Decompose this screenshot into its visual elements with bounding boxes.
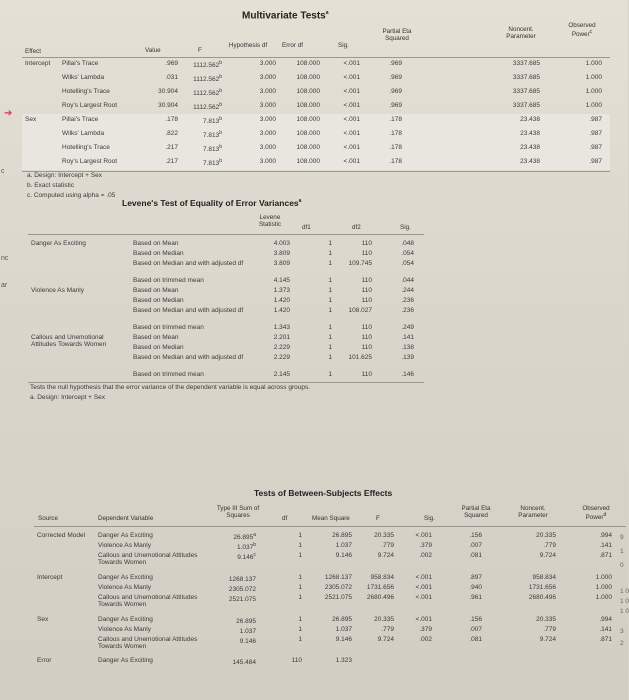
sig-cell: <.001 xyxy=(343,102,360,109)
bs-eta-cell: .156 xyxy=(469,532,482,539)
basis-label: Based on Mean xyxy=(133,334,179,341)
ss-cell: 9.146 xyxy=(239,638,256,646)
hypothesis-df-cell: 3.000 xyxy=(259,144,276,151)
bs-dv-label: Danger As Exciting xyxy=(98,532,153,539)
error-df-cell: 108.000 xyxy=(296,102,320,109)
hypothesis-df-cell: 3.000 xyxy=(259,60,276,67)
df2-cell: 101.625 xyxy=(348,354,372,361)
levene-stat-cell: 3.809 xyxy=(273,260,290,267)
levene-sig-cell: .236 xyxy=(401,297,414,304)
bs-dv-label: Violence As Manly xyxy=(98,584,151,591)
ss-cell: 145.484 xyxy=(232,659,256,667)
bs-power-cell: .871 xyxy=(599,636,612,643)
bs-sig-cell: .002 xyxy=(419,636,432,643)
eta-cell: .969 xyxy=(389,60,402,67)
value-header: Value xyxy=(145,47,161,54)
levene-sig-cell: .048 xyxy=(401,240,414,247)
bs-eta-cell: .007 xyxy=(469,542,482,549)
levene-stat-cell: 1.420 xyxy=(273,297,290,304)
basis-label: Based on trimmed mean xyxy=(133,371,204,378)
bs-df-cell: 1 xyxy=(298,532,302,539)
bs-sig-cell: <.001 xyxy=(415,594,432,601)
basis-label: Based on Median xyxy=(133,344,184,351)
df2-cell: 110 xyxy=(361,334,372,341)
bs-sig-header: Sig. xyxy=(424,515,435,522)
bs-power-cell: .141 xyxy=(599,542,612,549)
bs-f-cell: .779 xyxy=(381,626,394,633)
arrow-icon: ➔ xyxy=(4,108,13,119)
sig-cell: <.001 xyxy=(343,60,360,67)
noncent-cell: 3337.685 xyxy=(512,74,540,81)
eta-cell: .178 xyxy=(389,116,402,123)
ms-header: Mean Square xyxy=(312,515,350,522)
bs-dv-label: Danger As Exciting xyxy=(98,657,153,664)
error-df-cell: 108.000 xyxy=(296,74,320,81)
ms-cell: 9.146 xyxy=(335,636,352,643)
df2-cell: 110 xyxy=(361,297,372,304)
levene-sig-cell: .054 xyxy=(401,250,414,257)
noncent-cell: 23.438 xyxy=(520,158,540,165)
bs-noncent-cell: 2680.496 xyxy=(528,594,556,601)
noncent-cell: 23.438 xyxy=(520,130,540,137)
bs-power-cell: .994 xyxy=(599,532,612,539)
error-df-cell: 108.000 xyxy=(296,130,320,137)
levene-footnote: Tests the null hypothesis that the error variance of the dependent variable is equal across groups. xyxy=(30,384,311,391)
effect-label: Sex xyxy=(25,116,37,123)
df2-cell: 109.745 xyxy=(348,260,372,267)
basis-label: Based on Median and with adjusted df xyxy=(133,354,244,361)
between-title: Tests of Between-Subjects Effects xyxy=(254,488,393,498)
levene-footnote: a. Design: Intercept + Sex xyxy=(30,394,105,401)
bs-df-cell: 1 xyxy=(298,594,302,601)
bs-eta-cell: .961 xyxy=(469,594,482,601)
df2-cell: 110 xyxy=(361,277,372,284)
power-cell: .987 xyxy=(589,130,602,137)
ss-cell: 1.037 xyxy=(239,628,256,636)
power-cell: 1.000 xyxy=(585,88,602,95)
value-cell: 30.904 xyxy=(158,102,178,109)
levene-sig-cell: .139 xyxy=(401,354,414,361)
source-label: Sex xyxy=(37,616,49,623)
ms-cell: 2305.072 xyxy=(324,584,352,591)
df1-cell: 1 xyxy=(328,277,332,284)
bs-dv-label: Danger As Exciting xyxy=(98,616,153,623)
source-label: Intercept xyxy=(37,574,63,581)
source-label: Error xyxy=(37,657,52,664)
hypothesis-df-cell: 3.000 xyxy=(259,102,276,109)
f-cell: 1112.562$^b$ xyxy=(193,102,222,112)
bs-f-cell: 1731.656 xyxy=(366,584,394,591)
ms-cell: 1.037 xyxy=(335,542,352,549)
df2-header: df2 xyxy=(352,224,361,231)
bs-power-header: Observed Power$^d$ xyxy=(582,505,610,522)
bs-sig-cell: <.001 xyxy=(415,616,432,623)
rule-line xyxy=(28,234,424,235)
bs-f-header: F xyxy=(376,515,380,522)
bs-df-cell: 110 xyxy=(291,657,302,664)
df1-cell: 1 xyxy=(328,287,332,294)
ms-cell: 1.037 xyxy=(335,626,352,633)
basis-label: Based on Median and with adjusted df xyxy=(133,260,244,267)
edge-mark: 1 0 xyxy=(620,598,629,605)
bs-noncent-cell: 20.335 xyxy=(536,532,556,539)
edge-label: c xyxy=(1,168,5,175)
df1-cell: 1 xyxy=(328,354,332,361)
edge-mark: 9 xyxy=(620,534,624,541)
df1-cell: 1 xyxy=(328,307,332,314)
bs-f-cell: 9.724 xyxy=(377,552,394,559)
levene-stat-cell: 2.229 xyxy=(273,344,290,351)
bs-noncent-cell: .779 xyxy=(543,626,556,633)
f-cell: 1112.562$^b$ xyxy=(193,60,222,70)
test-label: Roy's Largest Root xyxy=(62,102,118,109)
sig-cell: <.001 xyxy=(343,116,360,123)
levene-stat-cell: 2.229 xyxy=(273,354,290,361)
f-cell: 1112.562$^b$ xyxy=(193,88,222,98)
bs-dv-label: Violence As Manly xyxy=(98,626,151,633)
noncent-cell: 3337.685 xyxy=(512,60,540,67)
bs-df-cell: 1 xyxy=(298,626,302,633)
bs-df-cell: 1 xyxy=(298,616,302,623)
bs-f-cell: 9.724 xyxy=(377,636,394,643)
df1-cell: 1 xyxy=(328,334,332,341)
error-df-cell: 108.000 xyxy=(296,116,320,123)
bs-noncent-cell: 1731.656 xyxy=(528,584,556,591)
rule-line xyxy=(22,57,610,58)
bs-df-cell: 1 xyxy=(298,542,302,549)
levene-sig-cell: .138 xyxy=(401,344,414,351)
noncent-cell: 3337.685 xyxy=(512,102,540,109)
bs-eta-cell: .081 xyxy=(469,636,482,643)
value-cell: .822 xyxy=(165,130,178,137)
ms-cell: 1268.137 xyxy=(324,574,352,581)
edge-mark: 1 0 xyxy=(620,608,629,615)
dependent-variable-label: Violence As Manly xyxy=(31,287,84,294)
df2-cell: 110 xyxy=(361,344,372,351)
rule-line xyxy=(22,171,610,172)
bs-power-cell: 1.000 xyxy=(595,594,612,601)
noncent-header: Noncent. Parameter xyxy=(506,26,536,40)
source-header: Source xyxy=(38,515,58,522)
edge-mark: 3 xyxy=(620,628,624,635)
basis-label: Based on Mean xyxy=(133,240,179,247)
bs-power-cell: 1.000 xyxy=(595,574,612,581)
dv-header: Dependent Variable xyxy=(98,515,154,522)
basis-label: Based on trimmed mean xyxy=(133,277,204,284)
bs-df-cell: 1 xyxy=(298,636,302,643)
bs-f-cell: 2680.496 xyxy=(366,594,394,601)
df2-cell: 110 xyxy=(361,287,372,294)
test-label: Hotelling's Trace xyxy=(62,144,110,151)
bs-dv-label: Callous and Unemotional Attitudes Towards Women xyxy=(98,594,198,608)
test-label: Roy's Largest Root xyxy=(62,158,118,165)
hypothesis-df-cell: 3.000 xyxy=(259,130,276,137)
df2-cell: 110 xyxy=(361,240,372,247)
hypothesis-df-cell: 3.000 xyxy=(259,116,276,123)
df1-cell: 1 xyxy=(328,260,332,267)
sig-cell: <.001 xyxy=(343,130,360,137)
bs-f-cell: 958.834 xyxy=(370,574,394,581)
effect-header: Effect xyxy=(25,48,41,55)
ss-cell: 9.146$^c$ xyxy=(237,552,256,562)
df1-cell: 1 xyxy=(328,250,332,257)
df1-cell: 1 xyxy=(328,324,332,331)
ss-cell: 26.895$^a$ xyxy=(233,532,256,542)
power-cell: .987 xyxy=(589,144,602,151)
df1-cell: 1 xyxy=(328,371,332,378)
sig-cell: <.001 xyxy=(343,144,360,151)
bs-sig-cell: .379 xyxy=(419,626,432,633)
power-cell: 1.000 xyxy=(585,60,602,67)
ms-cell: 26.895 xyxy=(332,616,352,623)
eta-cell: .178 xyxy=(389,158,402,165)
bs-noncent-cell: 20.335 xyxy=(536,616,556,623)
power-cell: .987 xyxy=(589,158,602,165)
ss-header: Type III Sum of Squares xyxy=(216,505,260,519)
bs-df-header: df xyxy=(282,515,288,522)
value-cell: 30.904 xyxy=(158,88,178,95)
bs-df-cell: 1 xyxy=(298,574,302,581)
bs-f-cell: 20.335 xyxy=(374,616,394,623)
bs-power-cell: .871 xyxy=(599,552,612,559)
ss-cell: 1268.137 xyxy=(228,576,256,584)
df1-cell: 1 xyxy=(328,297,332,304)
test-label: Wilks' Lambda xyxy=(62,74,105,81)
basis-label: Based on Median and with adjusted df xyxy=(133,307,244,314)
effect-label: Intercept xyxy=(25,60,51,67)
hypothesis-df-cell: 3.000 xyxy=(259,74,276,81)
edge-mark: 0 xyxy=(620,562,624,569)
footnote: a. Design: Intercept + Sex xyxy=(27,172,102,179)
eta-cell: .178 xyxy=(389,130,402,137)
power-cell: .987 xyxy=(589,116,602,123)
multivariate-title: Multivariate Tests$^a$ xyxy=(242,10,329,22)
bs-noncent-cell: 9.724 xyxy=(539,552,556,559)
levene-stat-cell: 4.145 xyxy=(273,277,290,284)
bs-eta-cell: .940 xyxy=(469,584,482,591)
df1-cell: 1 xyxy=(328,240,332,247)
ms-cell: 9.146 xyxy=(335,552,352,559)
levene-sig-cell: .044 xyxy=(401,277,414,284)
bs-eta-cell: .081 xyxy=(469,552,482,559)
hypothesis-df-header: Hypothesis df xyxy=(228,42,268,49)
f-cell: 7.813$^b$ xyxy=(202,144,222,154)
bs-f-cell: 20.335 xyxy=(374,532,394,539)
ss-cell: 26.895 xyxy=(236,618,256,626)
ms-cell: 2521.075 xyxy=(324,594,352,601)
rule-line xyxy=(28,382,424,383)
error-df-cell: 108.000 xyxy=(296,88,320,95)
ss-cell: 1.037$^b$ xyxy=(236,542,256,552)
source-label: Corrected Model xyxy=(37,532,86,539)
levene-stat-cell: 1.343 xyxy=(273,324,290,331)
df1-header: df1 xyxy=(302,224,311,231)
f-cell: 7.813$^b$ xyxy=(202,116,222,126)
test-label: Pillai's Trace xyxy=(62,116,99,123)
bs-eta-header: Partial Eta Squared xyxy=(461,505,491,519)
rule-line xyxy=(34,526,626,527)
power-cell: 1.000 xyxy=(585,74,602,81)
bs-dv-label: Callous and Unemotional Attitudes Towards Women xyxy=(98,552,198,566)
edge-mark: 1 0 xyxy=(620,588,629,595)
test-label: Pillai's Trace xyxy=(62,60,99,67)
bs-sig-cell: .379 xyxy=(419,542,432,549)
error-df-cell: 108.000 xyxy=(296,158,320,165)
levene-sig-cell: .236 xyxy=(401,307,414,314)
bs-eta-cell: .897 xyxy=(469,574,482,581)
levene-sig-cell: .054 xyxy=(401,260,414,267)
eta-cell: .969 xyxy=(389,74,402,81)
bs-dv-label: Violence As Manly xyxy=(98,542,151,549)
error-df-cell: 108.000 xyxy=(296,144,320,151)
levene-stat-cell: 1.420 xyxy=(273,307,290,314)
sig-cell: <.001 xyxy=(343,158,360,165)
ss-cell: 2305.072 xyxy=(228,586,256,594)
bs-noncent-header: Noncent. Parameter xyxy=(518,505,548,519)
levene-sig-header: Sig. xyxy=(400,224,411,231)
ms-cell: 1.323 xyxy=(335,657,352,664)
bs-noncent-cell: 958.834 xyxy=(532,574,556,581)
bs-df-cell: 1 xyxy=(298,584,302,591)
test-label: Hotelling's Trace xyxy=(62,88,110,95)
footnote: c. Computed using alpha = .05 xyxy=(27,192,116,199)
f-cell: 7.813$^b$ xyxy=(202,158,222,168)
value-cell: .969 xyxy=(165,60,178,67)
edge-label: ar xyxy=(1,282,8,289)
sig-cell: <.001 xyxy=(343,88,360,95)
f-cell: 1112.562$^b$ xyxy=(193,74,222,84)
bs-sig-cell: <.001 xyxy=(415,574,432,581)
df2-cell: 108.027 xyxy=(348,307,372,314)
bs-dv-label: Danger As Exciting xyxy=(98,574,153,581)
partial-eta-header: Partial Eta Squared xyxy=(382,28,412,42)
df1-cell: 1 xyxy=(328,344,332,351)
dependent-variable-label: Callous and Unemotional Attitudes Towards Women xyxy=(31,334,107,348)
levene-stat-cell: 1.373 xyxy=(273,287,290,294)
test-label: Wilks' Lambda xyxy=(62,130,105,137)
bs-eta-cell: .007 xyxy=(469,626,482,633)
eta-cell: .178 xyxy=(389,144,402,151)
bs-noncent-cell: 9.724 xyxy=(539,636,556,643)
hypothesis-df-cell: 3.000 xyxy=(259,88,276,95)
bs-power-cell: 1.000 xyxy=(595,584,612,591)
bs-sig-cell: .002 xyxy=(419,552,432,559)
bs-eta-cell: .156 xyxy=(469,616,482,623)
bs-dv-label: Callous and Unemotional Attitudes Towards Women xyxy=(98,636,198,650)
ss-cell: 2521.075 xyxy=(228,596,256,604)
levene-sig-cell: .249 xyxy=(401,324,414,331)
levene-stat-cell: 2.201 xyxy=(273,334,290,341)
eta-cell: .969 xyxy=(389,88,402,95)
levene-stat-cell: 2.145 xyxy=(273,371,290,378)
value-cell: .178 xyxy=(165,116,178,123)
noncent-cell: 23.438 xyxy=(520,116,540,123)
f-header: F xyxy=(198,47,202,54)
bs-f-cell: .779 xyxy=(381,542,394,549)
basis-label: Based on Mean xyxy=(133,287,179,294)
basis-label: Based on Median xyxy=(133,297,184,304)
f-cell: 7.813$^b$ xyxy=(202,130,222,140)
ms-cell: 26.895 xyxy=(332,532,352,539)
edge-mark: 2 xyxy=(620,640,624,647)
levene-stat-cell: 3.809 xyxy=(273,250,290,257)
hypothesis-df-cell: 3.000 xyxy=(259,158,276,165)
observed-power-header: Observed Power$^c$ xyxy=(568,22,596,39)
dependent-variable-label: Danger As Exciting xyxy=(31,240,86,247)
bs-power-cell: .141 xyxy=(599,626,612,633)
value-cell: .217 xyxy=(165,144,178,151)
basis-label: Based on Median xyxy=(133,250,184,257)
levene-stat-cell: 4.003 xyxy=(273,240,290,247)
sig-cell: <.001 xyxy=(343,74,360,81)
bs-sig-cell: <.001 xyxy=(415,532,432,539)
bs-noncent-cell: .779 xyxy=(543,542,556,549)
edge-label: nc xyxy=(1,255,9,262)
df2-cell: 110 xyxy=(361,250,372,257)
footnote: b. Exact statistic xyxy=(27,182,74,189)
levene-sig-cell: .146 xyxy=(401,371,414,378)
levene-stat-header: Levene Statistic xyxy=(258,214,282,228)
noncent-cell: 23.438 xyxy=(520,144,540,151)
noncent-cell: 3337.685 xyxy=(512,88,540,95)
edge-mark: 1 xyxy=(620,548,624,555)
bs-power-cell: .994 xyxy=(599,616,612,623)
sig-header: Sig. xyxy=(338,42,349,49)
df2-cell: 110 xyxy=(361,324,372,331)
error-df-header: Error df xyxy=(282,42,303,49)
eta-cell: .969 xyxy=(389,102,402,109)
levene-sig-cell: .141 xyxy=(401,334,414,341)
error-df-cell: 108.000 xyxy=(296,60,320,67)
bs-df-cell: 1 xyxy=(298,552,302,559)
basis-label: Based on trimmed mean xyxy=(133,324,204,331)
levene-sig-cell: .244 xyxy=(401,287,414,294)
bs-sig-cell: <.001 xyxy=(415,584,432,591)
power-cell: 1.000 xyxy=(585,102,602,109)
df2-cell: 110 xyxy=(361,371,372,378)
value-cell: .031 xyxy=(165,74,178,81)
levene-title: Levene's Test of Equality of Error Variances$^a$ xyxy=(122,198,302,208)
value-cell: .217 xyxy=(165,158,178,165)
